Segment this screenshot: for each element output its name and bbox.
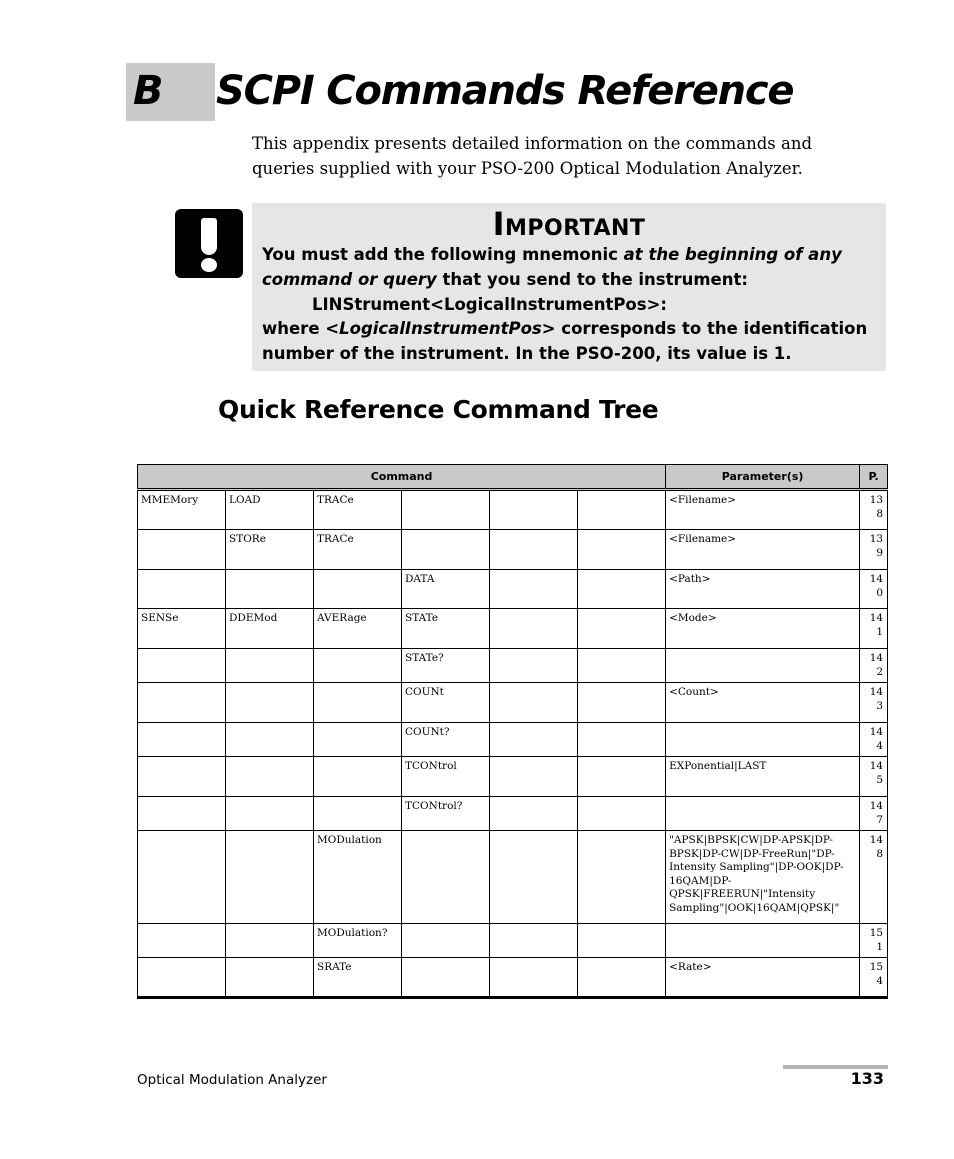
command-level-5-cell [490,958,578,998]
table-row [138,530,888,570]
command-tree-table [137,464,888,999]
page-number-cell: 144 [860,723,888,757]
header-page: P. [860,465,888,490]
important-text-emphasis: at the beginning of any command or query [262,245,842,289]
table-row [138,924,888,958]
page-number-cell: 148 [860,831,888,924]
command-level-6-cell [578,683,666,723]
chapter-letter: B [133,68,164,114]
command-level-4-cell: STATe? [402,649,490,683]
parameter-cell: "APSK|BPSK|CW|DP-APSK|DP-BPSK|DP-CW|DP-FreeRun|"DP-Intensity Sampling"|DP-OOK|DP-16QAM|DP-QPSK|FREERUN|"Intensity Sampling"|OOK|16QAM|QPSK|" [666,831,860,924]
header-parameters: Parameter(s) [666,465,860,490]
command-level-5-cell [490,490,578,530]
command-level-6-cell [578,570,666,609]
command-level-3-cell [314,797,402,831]
table-row [138,831,888,924]
important-text: You must add the following mnemonic [262,245,624,264]
command-level-3-cell [314,757,402,797]
command-level-2-cell [226,797,314,831]
command-level-2-cell [226,683,314,723]
command-level-3-cell: MODulation? [314,924,402,958]
table-header-row [138,465,888,490]
command-level-6-cell [578,797,666,831]
command-level-4-cell [402,530,490,570]
table-row [138,757,888,797]
command-level-2-cell [226,831,314,924]
where-parameter: <LogicalInstrumentPos> [325,319,556,339]
command-level-5-cell [490,757,578,797]
command-level-3-cell [314,649,402,683]
command-level-1-cell [138,530,226,570]
parameter-cell [666,797,860,831]
parameter-cell: <Filename> [666,530,860,570]
page-number-cell: 141 [860,609,888,649]
chapter-title: SCPI Commands Reference [216,68,794,114]
page-number-cell: 139 [860,530,888,570]
intro-paragraph: This appendix presents detailed information on the commands and queries supplied with your PSO-200 Optical Modulation Analyzer. [252,134,813,178]
header-command: Command [138,465,666,490]
command-level-4-cell [402,490,490,530]
command-level-2-cell: STORe [226,530,314,570]
command-level-1-cell: MMEMory [138,490,226,530]
command-level-5-cell [490,683,578,723]
page-number-cell: 154 [860,958,888,998]
mnemonic-command: LINStrument<LogicalInstrumentPos>: [312,294,668,314]
command-level-1-cell: SENSe [138,609,226,649]
important-callout [252,203,886,371]
command-level-6-cell [578,831,666,924]
command-level-2-cell [226,723,314,757]
command-level-6-cell [578,723,666,757]
command-level-1-cell [138,570,226,609]
command-level-2-cell: LOAD [226,490,314,530]
parameter-cell [666,723,860,757]
command-level-5-cell [490,649,578,683]
command-level-1-cell [138,683,226,723]
page-number-cell: 142 [860,649,888,683]
command-level-6-cell [578,958,666,998]
where-text: where [262,319,326,339]
page-number-cell: 151 [860,924,888,958]
command-level-4-cell: TCONtrol? [402,797,490,831]
command-level-6-cell [578,490,666,530]
command-level-3-cell [314,570,402,609]
footer-page-number: 133 [850,1069,884,1088]
important-text-end: that you send to the instrument: [436,269,748,289]
command-level-6-cell [578,530,666,570]
exclamation-bar [201,218,217,255]
command-level-1-cell [138,723,226,757]
command-level-3-cell: AVERage [314,609,402,649]
important-title: Important [492,205,646,243]
command-level-4-cell: COUNt [402,683,490,723]
command-level-2-cell [226,924,314,958]
parameter-cell: EXPonential|LAST [666,757,860,797]
page-number-cell: 147 [860,797,888,831]
command-level-2-cell [226,958,314,998]
important-body [262,243,882,367]
parameter-cell [666,649,860,683]
exclamation-icon [175,209,243,278]
command-level-4-cell: DATA [402,570,490,609]
page-number-cell: 140 [860,570,888,609]
command-level-4-cell [402,924,490,958]
command-level-5-cell [490,797,578,831]
table-row [138,649,888,683]
command-level-6-cell [578,757,666,797]
command-level-2-cell [226,649,314,683]
command-level-1-cell [138,924,226,958]
table-row [138,490,888,530]
command-level-3-cell: SRATe [314,958,402,998]
section-title: Quick Reference Command Tree [218,395,659,424]
table-row [138,958,888,998]
command-level-1-cell [138,831,226,924]
command-level-6-cell [578,649,666,683]
table-body [138,490,888,998]
command-level-2-cell [226,757,314,797]
command-level-5-cell [490,924,578,958]
command-level-3-cell [314,683,402,723]
command-level-5-cell [490,530,578,570]
command-level-5-cell [490,570,578,609]
parameter-cell: <Mode> [666,609,860,649]
page-number-cell: 138 [860,490,888,530]
page-number-cell: 145 [860,757,888,797]
command-level-1-cell [138,649,226,683]
table-row [138,723,888,757]
page-number-cell: 143 [860,683,888,723]
command-level-3-cell: MODulation [314,831,402,924]
parameter-cell: <Rate> [666,958,860,998]
table-row [138,797,888,831]
command-level-6-cell [578,609,666,649]
command-level-4-cell [402,831,490,924]
parameter-cell: <Filename> [666,490,860,530]
table-row [138,609,888,649]
parameter-cell: <Path> [666,570,860,609]
command-level-3-cell [314,723,402,757]
parameter-cell: <Count> [666,683,860,723]
command-level-4-cell: COUNt? [402,723,490,757]
command-level-5-cell [490,831,578,924]
command-level-5-cell [490,723,578,757]
command-level-4-cell [402,958,490,998]
command-level-1-cell [138,958,226,998]
table-row [138,683,888,723]
parameter-cell [666,924,860,958]
command-level-4-cell: TCONtrol [402,757,490,797]
command-level-3-cell: TRACe [314,530,402,570]
table-row [138,570,888,609]
footer-doc-title: Optical Modulation Analyzer [137,1072,327,1088]
command-level-6-cell [578,924,666,958]
where-text-end: corresponds to the identification number of the instrument. In the PSO-200, its value is 1. [262,319,868,364]
command-level-4-cell: STATe [402,609,490,649]
command-level-3-cell: TRACe [314,490,402,530]
command-level-1-cell [138,757,226,797]
command-level-5-cell [490,609,578,649]
command-level-1-cell [138,797,226,831]
command-level-2-cell [226,570,314,609]
exclamation-dot [201,258,217,272]
command-level-2-cell: DDEMod [226,609,314,649]
